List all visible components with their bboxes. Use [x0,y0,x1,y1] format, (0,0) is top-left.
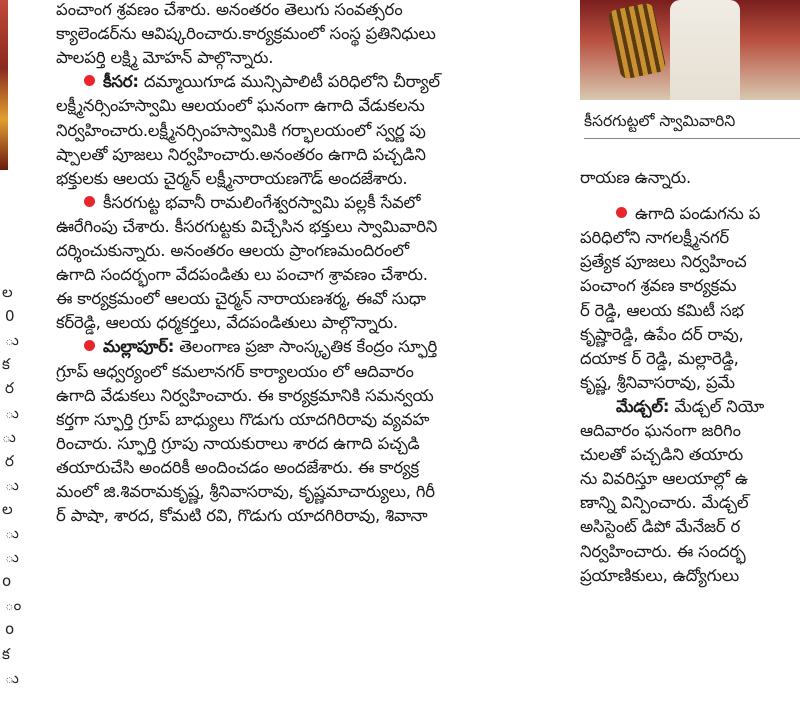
line-text: ష్పాలతో పూజలు నిర్వహించారు.అనంతరం ఉగాది పచ్చడిని [56,144,426,164]
article-line [56,335,437,359]
left-strip-char: ం [5,596,22,615]
line-text: క్యాలెండర్‌ను ఆవిష్కరించారు.కార్యక్రమంలో సంస్థ ప్రతినిధులు [56,24,436,44]
line-text: ను వివరిస్తూ ఆలయాల్లో ఉ [580,469,748,489]
article-line [580,419,741,443]
article-line [56,22,436,46]
article-line [580,226,729,250]
line-text: ప్రయాణికులు, ఉద్యోగులు [580,565,740,585]
article-line [56,504,428,528]
line-text: తెలంగాణ ప్రజా సాంస్కృతిక కేంద్రం స్ఫూర్తి [174,337,438,357]
line-text: పంచాంగ శ్రవణ కార్యక్రమ [580,276,737,296]
left-strip-char: ు [5,475,19,494]
line-text: పాలపర్తి లక్ష్మి మోహన్ పాల్గొన్నారు. [56,48,274,68]
line-text: పంచాంగ శ్రవణం చేశారు. అనంతరం తెలుగు సంవత్సరం [56,0,403,19]
line-text: మేడ్చల్ నియో [669,396,765,416]
article-line [56,119,426,143]
line-text: ఉగాది వేడుకలు నిర్వహించారు. ఈ కార్యక్రమానికి సమన్వయ [56,385,434,405]
line-text: ణాన్ని విన్పించారు. మేడ్చల్ [580,493,749,513]
article-line [580,395,764,419]
paragraph-lead: మేడ్చల్: [616,396,670,416]
bullet-dot-icon [84,75,95,86]
center-article-column [56,0,556,714]
left-strip-char: o [2,572,12,591]
paragraph-lead: మల్లాపూర్: [103,337,175,357]
paragraph-lead: కీసర: [103,72,139,92]
left-strip-char: ల [2,499,13,518]
line-text: చులతో పచ్చడిని తయారు [580,445,744,465]
line-text: ఈ కార్యక్రమంలో ఆలయ చైర్మన్ నారాయణశర్మ, ఈవో సుధా [56,289,426,309]
bullet-dot-icon [84,340,95,351]
line-text: ఉగాది సందర్భంగా వేదపండితు లు పంచాగ శ్రావణం చేశారు. [56,265,428,285]
left-strip-char: ర [5,451,14,470]
article-line [580,323,744,347]
article-line [56,432,420,456]
line-text: లక్ష్మీనర్సింహస్వామి ఆలయంలో ఘనంగా ఉగాది వేడుకలను [56,96,425,116]
line-text: రించారు. స్ఫూర్తి గ్రూపు నాయకురాలు శారద ఉగాది పచ్చడి [56,433,420,453]
line-text: కర్తగా స్ఫూర్తి గ్రూప్ బాధ్యులు గొడుగు యాదగిరిరావు వ్యవహ [56,409,430,429]
article-line [580,443,743,467]
line-text: దర్శించుకున్నారు. అనంతరం ఆలయ ప్రాంగణమందిరంలో [56,241,409,260]
line-text: ఉగాది పండుగను ప [635,204,761,224]
line-text: పరిధిలోని నాగలక్ష్మీనగర్ [580,228,729,248]
line-text: ప్రత్యేక పూజలు నిర్వహించ [580,252,747,272]
article-line [580,467,748,491]
left-strip-char: ు [5,668,19,687]
left-strip-char: o [5,620,15,639]
article-line [56,191,420,215]
article-line [580,564,739,588]
article-line [56,456,419,480]
line-text: తయారుచేసి అందరికీ అందించడం అందజేశారు. ఈ కార్యక్ర [56,457,419,477]
person-figure [670,0,740,100]
article-line [56,94,425,118]
line-text: ర్ పాషా, శారద, కోమటి రవి, గొడుగు యాదగిరిరావు, శివానా [56,506,428,526]
line-text: దమ్మాయిగూడ మున్సిపాలిటీ పరిధిలోని చీర్యాల్ [138,72,440,92]
line-text: కృష్ణారెడ్డి, ఉపేం దర్ రావు, [580,324,744,344]
article-line [580,515,740,539]
line-text: మంలో జి.శివరామకృష్ణ, శ్రీనివాసరావు, కృష్ణమాచార్యులు, గిరీ [56,482,435,501]
line-text: ర్ రెడ్డి, ఆలయ కమిటీ సభ [580,300,744,320]
article-line [56,287,426,311]
right-article-column [580,0,800,714]
left-photo-edge [0,0,8,170]
article-line [580,347,739,371]
line-text: దయాక ర్ రెడ్డి, మల్లారెడ్డి, [580,348,739,368]
left-strip-char: ు [5,548,19,567]
line-text: గ్రూప్ ఆధ్వర్యంలో కమలానగర్ కార్యాలయం లో ఆదివారం [56,361,414,381]
article-line [580,250,747,274]
article-line [56,215,437,239]
left-strip-char: క [2,644,10,663]
left-strip-char: ు [5,403,19,422]
article-line [56,263,428,287]
article-line [56,143,426,167]
line-text: కీసరగుట్ట భవానీ రామలింగేశ్వరస్వామి పల్లకీ సేవలో [103,192,421,212]
line-text: రాయణ ఉన్నారు. [580,168,692,187]
article-line [56,311,398,335]
line-text: ఆదివారం ఘనంగా జరిగిం [580,421,741,440]
article-line [580,166,691,190]
article-line [56,384,434,408]
line-text: నిర్వహించారు. ఈ సందర్భ [580,541,746,561]
left-column-edge [0,0,22,714]
article-line [56,480,435,504]
line-text: కర్‌రెడ్డి, ఆలయ ధర్మకర్తలు, వేదపండితులు పాల్గొన్నారు. [56,313,398,333]
article-photo [580,0,800,100]
left-strip-char: 0 [5,307,15,326]
drum-figure [607,2,667,80]
article-line [56,239,409,263]
left-strip-char: ల [2,283,13,301]
bullet-dot-icon [616,207,627,218]
article-line [580,491,748,515]
article-line [580,371,735,395]
article-line [580,274,736,298]
article-line [580,540,745,564]
article-line [56,408,429,432]
article-line [56,167,407,191]
line-text: కృష్ణ, శ్రీనివాసరావు, ప్రమే [580,372,735,392]
article-line [56,0,403,22]
bullet-dot-icon [84,196,95,207]
article-line [580,299,744,323]
article-line [56,360,414,384]
line-text: నిర్వహించారు.లక్ష్మీనర్సింహస్వామికి గర్భాలయంలో స్వర్ణ పు [56,120,426,140]
article-line [56,46,273,70]
article-line [580,202,760,226]
line-text: ఊరేగింపు చేశారు. కీసరగుట్టకు విచ్చేసిన భక్తులు స్వామివారిని [56,216,438,236]
photo-caption: కీసరగుట్టలో స్వామివారిని [584,104,800,139]
line-text: భక్తులకు ఆలయ చైర్మన్ లక్ష్మీనారాయణగౌడ్ అందజేశారు. [56,168,408,188]
article-line [56,70,440,94]
left-strip-char: క [2,355,10,374]
line-text: అసిస్టెంట్ డిపో మేనేజర్ ర [580,517,741,537]
left-strip-char: ు [5,524,19,542]
left-strip-char: ు [5,331,19,350]
left-strip-char: ర [5,379,14,398]
left-strip-char: ు [2,427,16,446]
